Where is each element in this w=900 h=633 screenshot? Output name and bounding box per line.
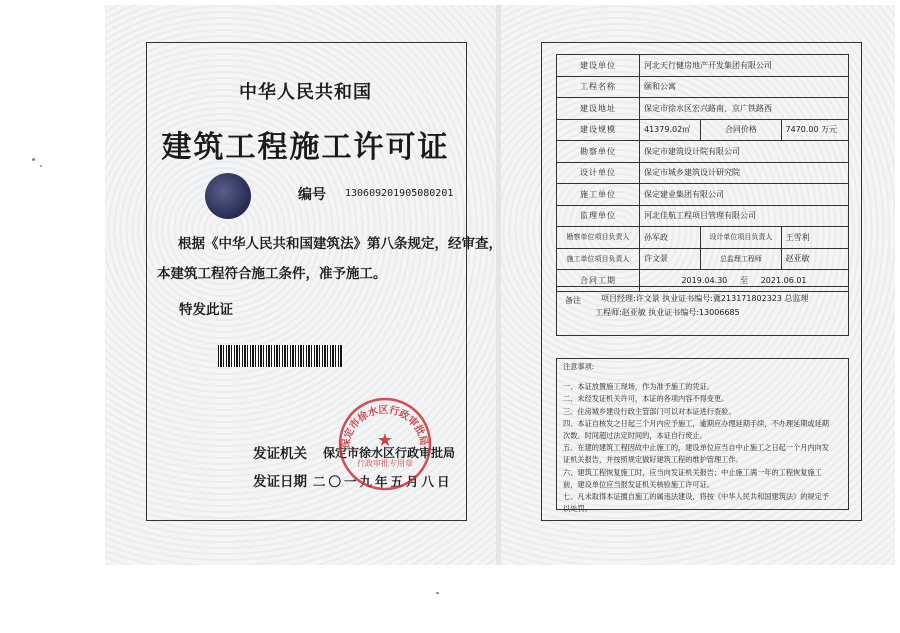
- row-value: 保定市建筑设计院有限公司: [640, 141, 849, 163]
- period-to: 至: [740, 275, 748, 285]
- notes-title: 注意事项:: [563, 362, 595, 371]
- special-issue-text: 特发此证: [179, 302, 233, 318]
- row-label: 勘察单位: [557, 141, 640, 163]
- stamp-text: 保定市徐水区行政审批局: [340, 404, 430, 450]
- note-item: 四、本证自核发之日起三个月内应予施工，逾期应办理延期手续，不办理延期或延期: [563, 418, 829, 428]
- table-row: [557, 184, 849, 206]
- national-emblem-seal: [205, 173, 251, 219]
- contract-cell: [781, 119, 849, 141]
- table-row: [557, 248, 849, 270]
- row-value: 颐和公寓: [640, 76, 849, 98]
- remarks-line-2: 工程师:赵亚敏 执业证书编号:13006685: [595, 308, 740, 317]
- remarks-line-1: 项目经理:许文景 执业证书编号:冀213171802323 总监理: [601, 294, 809, 303]
- row-value: 保定市城乡建筑设计研究院: [640, 162, 849, 184]
- note-item: 一、本证放置施工现场，作为准予施工的凭证。: [563, 382, 714, 392]
- row-label: 工程名称: [557, 76, 640, 98]
- remarks-label: 备注: [565, 296, 581, 305]
- official-red-stamp: [335, 394, 435, 494]
- stamp-subtext: 行政审批专用章: [357, 459, 413, 468]
- table-row: [557, 76, 849, 98]
- chief-supervisor-label: 总监理工程师: [701, 248, 781, 270]
- table-row: [557, 55, 849, 77]
- row-label: 施工单位: [557, 184, 640, 206]
- survey-pm-value: 孙军政: [640, 227, 701, 249]
- note-item: 前，建设单位应当报发证机关核验施工许可证。: [563, 479, 714, 489]
- issue-date-label: 发证日期: [253, 474, 307, 490]
- row-value: 河北天行健房地产开发集团有限公司: [640, 55, 849, 77]
- note-item: 次数、时间超过法定时间的，本证自行废止。: [563, 431, 707, 441]
- row-value: 保定建业集团有限公司: [640, 184, 849, 206]
- row-value: 河北佳航工程项目管理有限公司: [640, 205, 849, 227]
- note-item: 二、未经发证机关许可，本证的各项内容不得变更。: [563, 394, 729, 404]
- survey-pm-label: 勘察单位项目负责人: [557, 227, 640, 249]
- table-row: [557, 98, 849, 120]
- note-item: 三、住房城乡建设行政主管部门可以对本证进行查验。: [563, 406, 736, 416]
- scan-speck: [436, 592, 439, 594]
- issuer-value: 保定市徐水区行政审批局: [323, 446, 456, 460]
- construct-pm-label: 施工单位项目负责人: [557, 248, 640, 270]
- contract-label: 合同价格: [701, 119, 781, 141]
- svg-text:★: ★: [376, 430, 394, 451]
- row-value: 保定市徐水区宏兴路南、京广铁路西: [640, 98, 849, 120]
- period-label: 合同工期: [557, 270, 640, 292]
- scale-value: 41379.02㎡: [640, 119, 701, 141]
- design-pm-value: 王雪利: [781, 227, 849, 249]
- remarks-box: [556, 286, 849, 336]
- body-line-2: 本建筑工程符合施工条件，准予施工。: [157, 266, 387, 282]
- permit-title: 建筑工程施工许可证: [161, 130, 450, 165]
- issue-date-value: 二〇一九年五月八日: [313, 474, 453, 489]
- number-label: 编号: [298, 187, 326, 203]
- period-end: 2021.06.01: [760, 275, 807, 285]
- construct-pm-value: 许文景: [640, 248, 701, 270]
- barcode: [218, 345, 343, 367]
- issuer-label: 发证机关: [253, 446, 307, 462]
- row-label: 监理单位: [557, 205, 640, 227]
- table-row: [557, 119, 849, 141]
- page-fold: [496, 5, 501, 565]
- note-item: 七、凡未取得本证擅自施工的属违法建设，将按《中华人民共和国建筑法》的规定予: [563, 492, 829, 502]
- note-item: 以处罚。: [563, 504, 592, 514]
- scan-speck: [40, 165, 42, 167]
- note-item: 六、建筑工程恢复施工时，应当向发证机关报告；中止施工满一年的工程恢复施工: [563, 467, 822, 477]
- note-item: 五、在建的建筑工程因故中止施工的，建设单位应当自中止施工之日起一个月内向发: [563, 443, 829, 453]
- row-label: 设计单位: [557, 162, 640, 184]
- table-row: [557, 162, 849, 184]
- scale-label: 建设规模: [557, 119, 640, 141]
- design-pm-label: 设计单位项目负责人: [701, 227, 781, 249]
- table-row: [557, 205, 849, 227]
- table-row: [557, 227, 849, 249]
- note-item: 证机关报告，并按照规定做好建筑工程的维护管理工作。: [563, 455, 743, 465]
- row-label: 建设单位: [557, 55, 640, 77]
- row-label: 建设地址: [557, 98, 640, 120]
- permit-info-table: [556, 54, 849, 292]
- scan-speck: [32, 158, 35, 161]
- notes-box: [556, 358, 849, 514]
- table-row: [557, 141, 849, 163]
- number-value: 130609201905080201: [345, 188, 454, 199]
- contract-unit: 万元: [821, 125, 838, 135]
- chief-supervisor-value: 赵亚敏: [781, 248, 849, 270]
- body-line-1: 根据《中华人民共和国建筑法》第八条规定，经审查，: [178, 236, 502, 252]
- contract-value: 7470.00: [785, 125, 819, 135]
- country-heading: 中华人民共和国: [239, 82, 372, 103]
- period-start: 2019.04.30: [681, 275, 728, 285]
